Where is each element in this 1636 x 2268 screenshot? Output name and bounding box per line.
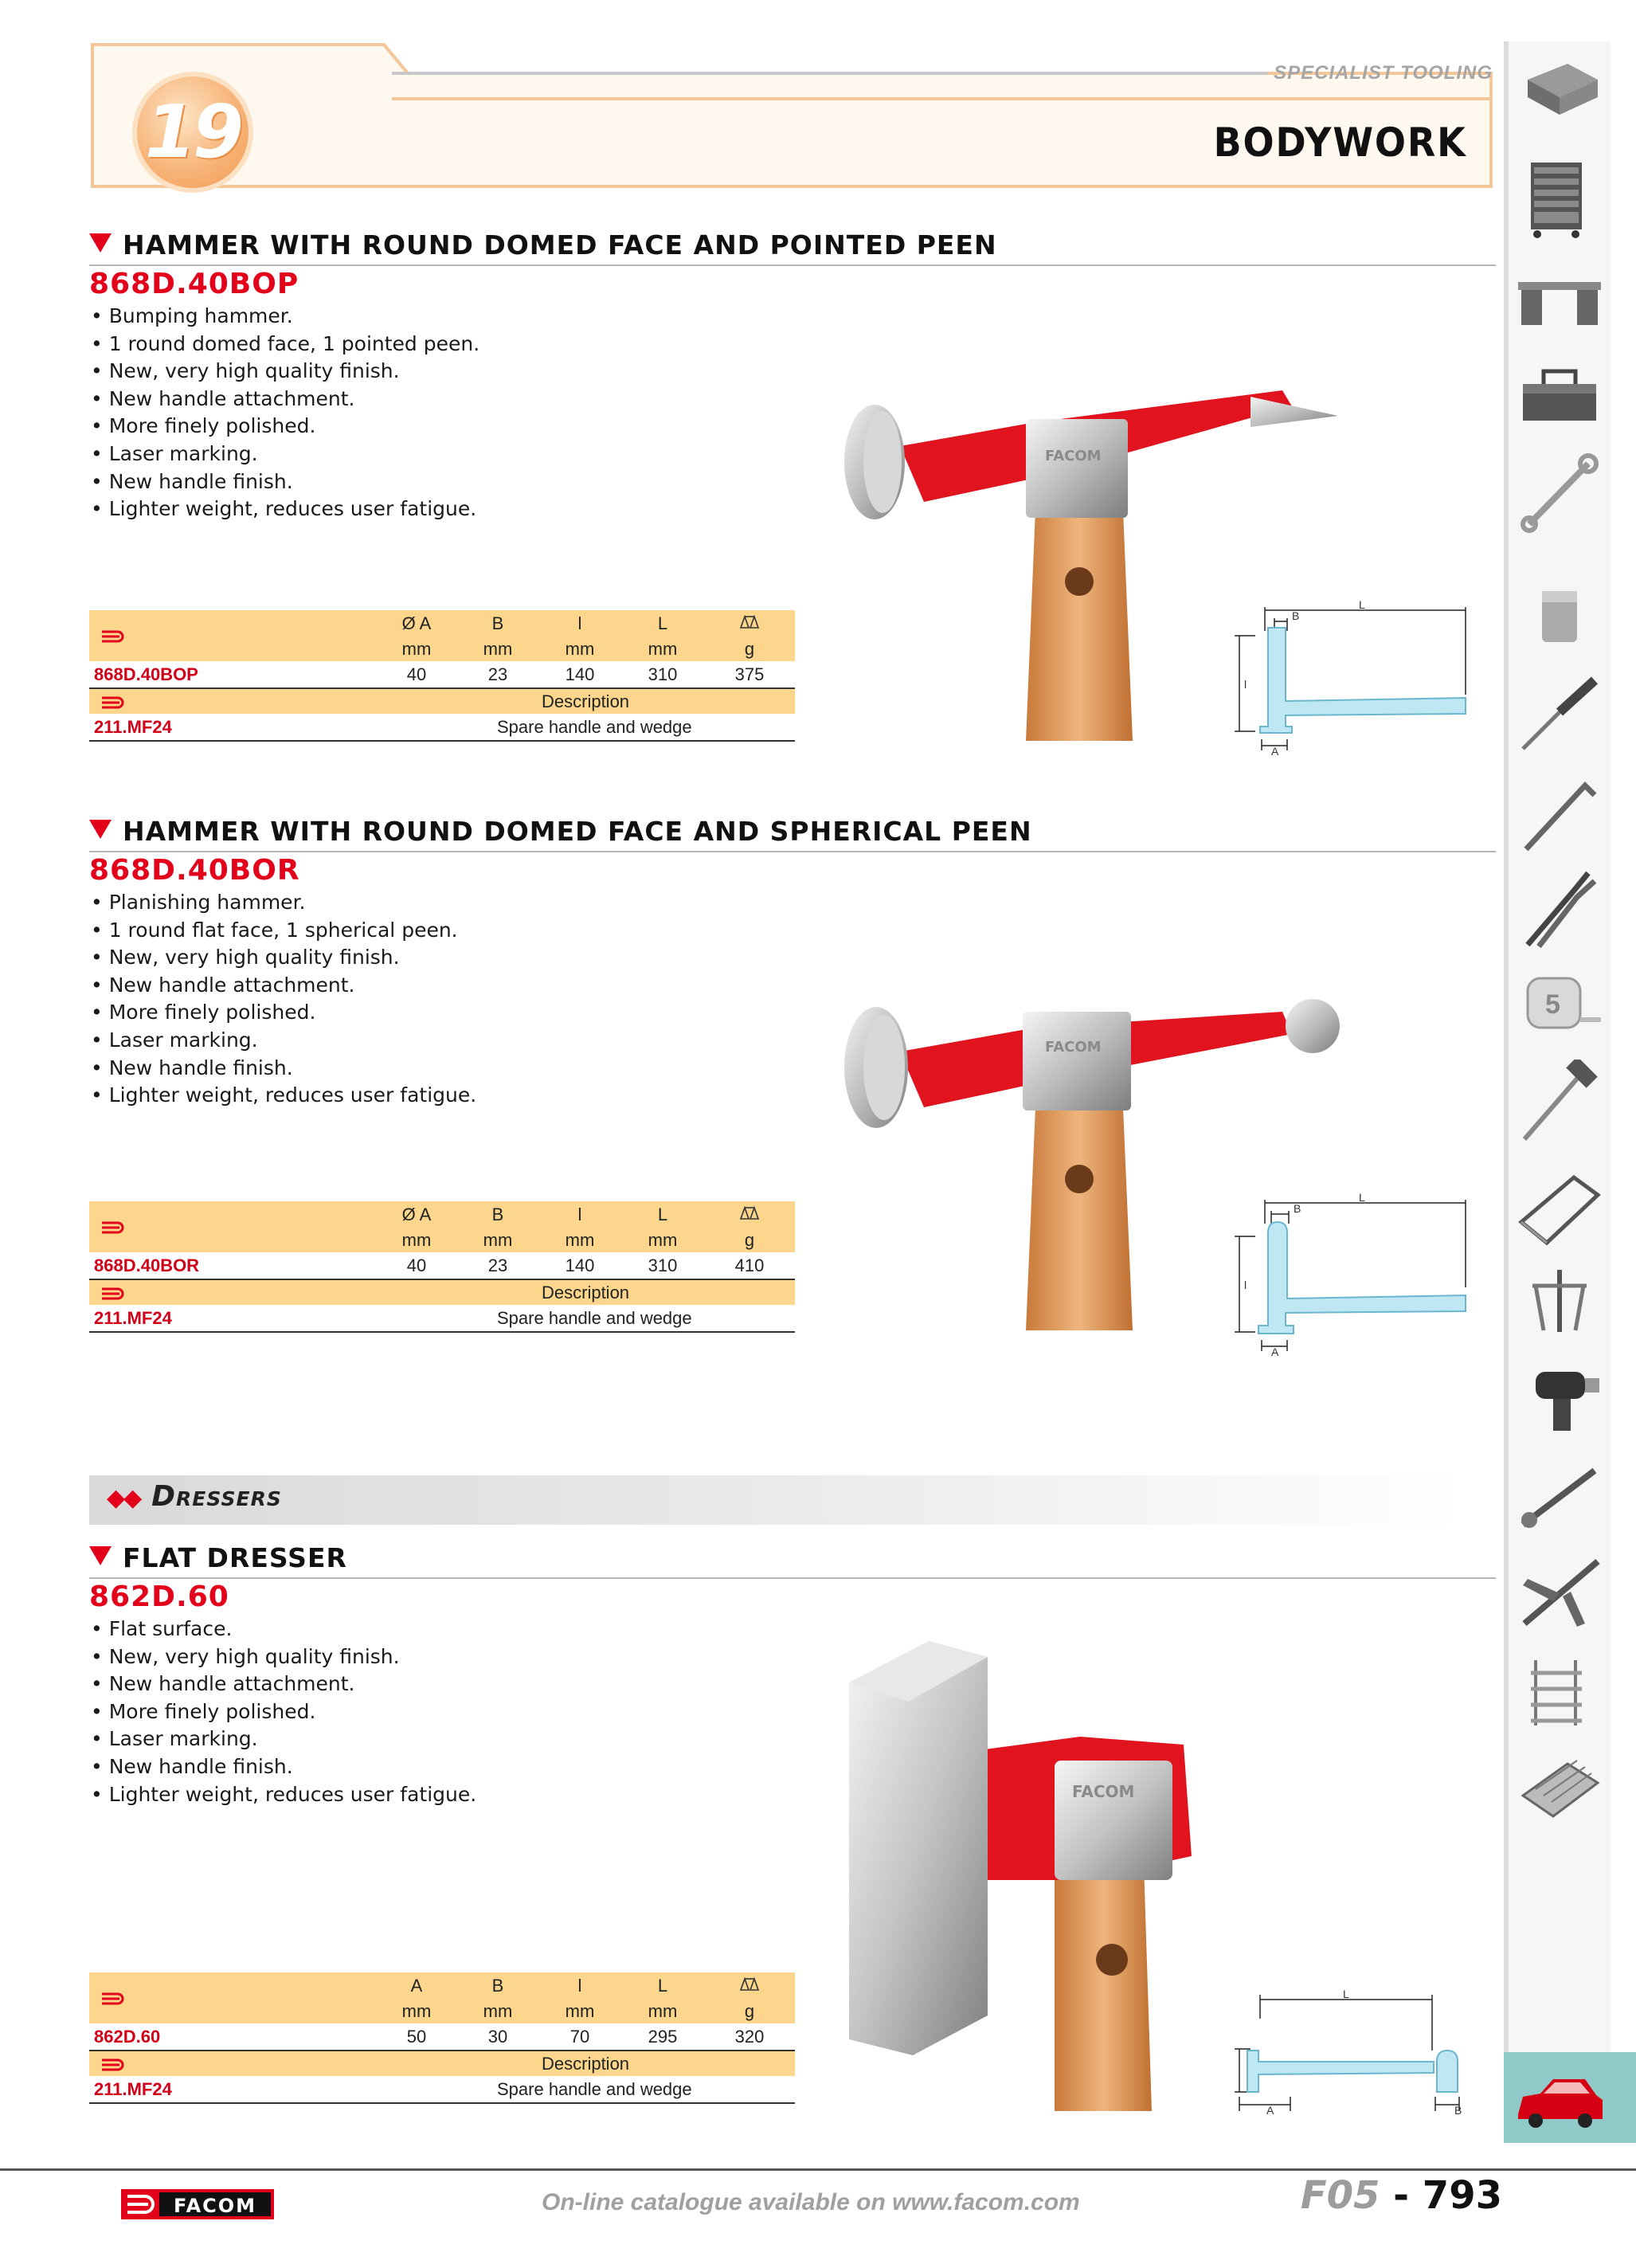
col-unit: mm	[457, 1228, 538, 1252]
chapter-number: 19	[144, 89, 241, 174]
spare-description: Spare handle and wedge	[376, 2076, 795, 2103]
socket-icon[interactable]	[1512, 575, 1607, 660]
triangle-bullet-icon	[89, 233, 112, 253]
feature-item: • Lighter weight, reduces user fatigue.	[91, 1082, 476, 1110]
table-cell: 70	[538, 2023, 621, 2051]
dim-label-L: L	[1359, 1192, 1365, 1204]
group-banner	[89, 1475, 1464, 1525]
col-unit: g	[704, 2000, 795, 2023]
spare-description: Spare handle and wedge	[376, 1305, 795, 1332]
dim-label-B: B	[1292, 609, 1300, 622]
table-row	[89, 1305, 795, 1332]
table-row	[89, 2076, 795, 2103]
section-3-rule	[89, 1577, 1496, 1579]
feature-item: • Planishing hammer.	[91, 889, 476, 917]
feature-item: • Laser marking.	[91, 441, 479, 468]
hex-key-icon[interactable]	[1512, 770, 1607, 854]
col-unit: mm	[538, 2000, 621, 2023]
col-unit: mm	[376, 1228, 457, 1252]
feature-item: • Lighter weight, reduces user fatigue.	[91, 1781, 476, 1809]
dimension-diagram-2	[1227, 1192, 1481, 1356]
page-num: 793	[1422, 2173, 1502, 2218]
col-header: Ø A	[376, 1201, 457, 1228]
aircraft-icon[interactable]	[1512, 1550, 1607, 1635]
section-1-rule	[89, 264, 1496, 266]
feature-item: • Laser marking.	[91, 1027, 476, 1055]
col-unit: mm	[621, 1228, 704, 1252]
dim-label-L: L	[1343, 1988, 1349, 2000]
dim-label-B: B	[1454, 2104, 1462, 2114]
hammer-1-brand-mark: FACOM	[1045, 448, 1102, 464]
spare-code: 211.MF24	[89, 714, 376, 741]
feature-item: • New handle finish.	[91, 1055, 476, 1083]
col-unit: mm	[538, 637, 621, 661]
table-cell: 23	[457, 661, 538, 688]
electronics-icon[interactable]	[1512, 1745, 1607, 1829]
feature-item: • More finely polished.	[91, 413, 479, 441]
dim-label-L: L	[1359, 599, 1365, 611]
col-header: Ø A	[376, 610, 457, 637]
feature-item: • Laser marking.	[91, 1725, 476, 1753]
triangle-bullet-icon	[89, 820, 112, 839]
col-unit: mm	[621, 2000, 704, 2023]
feature-item: • More finely polished.	[91, 1698, 476, 1726]
product-image-flat-dresser	[841, 1641, 1200, 2111]
table-cell: 320	[704, 2023, 795, 2051]
roller-cabinet-icon[interactable]	[1512, 156, 1607, 241]
facom-ref-icon	[100, 1992, 129, 2005]
feature-item: • New handle finish.	[91, 468, 479, 496]
dim-label-A: A	[1266, 2104, 1274, 2114]
col-header: l	[538, 1972, 621, 2000]
feature-item: • 1 round domed face, 1 pointed peen.	[91, 331, 479, 358]
dim-label-l: l	[1244, 678, 1247, 691]
impact-wrench-icon[interactable]	[1512, 1354, 1607, 1439]
spanner-icon[interactable]	[1512, 451, 1607, 535]
section-1-reference: 868D.40BOP	[89, 268, 299, 300]
col-unit: g	[704, 1228, 795, 1252]
section-3-title-text: FLAT DRESSER	[123, 1542, 347, 1573]
table-cell: 410	[704, 1252, 795, 1279]
tape-measure-icon[interactable]	[1512, 961, 1607, 1045]
product-code: 868D.40BOP	[89, 661, 376, 688]
triangle-bullet-icon	[89, 1546, 112, 1565]
col-unit: mm	[538, 1228, 621, 1252]
product-code: 868D.40BOR	[89, 1252, 376, 1279]
dim-label-A: A	[1271, 745, 1279, 755]
table-cell: 140	[538, 661, 621, 688]
hammer-icon[interactable]	[1512, 1060, 1607, 1144]
dim-label-A: A	[1271, 1346, 1279, 1356]
section-2-features	[91, 889, 476, 1110]
table-cell: 310	[621, 661, 704, 688]
edition-code: F05	[1300, 2173, 1380, 2218]
table-cell: 30	[457, 2023, 538, 2051]
description-header: Description	[376, 2051, 795, 2076]
spec-table-1	[89, 610, 795, 742]
page-separator: -	[1380, 2173, 1423, 2218]
description-header: Description	[376, 1279, 795, 1305]
weight-icon	[739, 1976, 760, 1992]
table-cell: 40	[376, 1252, 457, 1279]
dim-label-B: B	[1294, 1202, 1301, 1215]
dimension-diagram-1	[1227, 599, 1481, 755]
col-header: l	[538, 610, 621, 637]
page-number	[1301, 2173, 1502, 2218]
col-header: A	[376, 1972, 457, 2000]
feature-item: • Bumping hammer.	[91, 303, 479, 331]
description-header: Description	[376, 688, 795, 714]
facom-ref-icon	[100, 696, 129, 709]
section-3-title	[89, 1542, 347, 1573]
col-header: L	[621, 1972, 704, 2000]
col-unit: mm	[376, 637, 457, 661]
feature-item: • Lighter weight, reduces user fatigue.	[91, 496, 479, 523]
pliers-icon[interactable]	[1512, 865, 1607, 950]
spec-table-2	[89, 1201, 795, 1333]
feature-item: • New handle attachment.	[91, 1671, 476, 1698]
hammer-2-brand-mark: FACOM	[1045, 1039, 1102, 1056]
col-header: B	[457, 1201, 538, 1228]
section-3-features	[91, 1616, 476, 1808]
facom-ref-icon	[100, 1287, 129, 1300]
hacksaw-icon[interactable]	[1512, 1163, 1607, 1248]
facom-logo	[121, 2189, 274, 2219]
col-header: L	[621, 610, 704, 637]
col-header: B	[457, 1972, 538, 2000]
footer-note: On-line catalogue available on www.facom.com	[542, 2189, 1080, 2215]
col-header: l	[538, 1201, 621, 1228]
section-1-title-text: HAMMER WITH ROUND DOMED FACE AND POINTED PEEN	[123, 229, 997, 260]
col-unit: mm	[457, 2000, 538, 2023]
table-row	[89, 2023, 795, 2051]
feature-item: • New handle attachment.	[91, 972, 476, 1000]
category-label: SPECIALIST TOOLING	[1274, 62, 1493, 84]
toolbox-icon[interactable]	[1512, 352, 1607, 437]
feature-item: • More finely polished.	[91, 999, 476, 1027]
feature-item: • New handle attachment.	[91, 386, 479, 413]
feature-item: • New, very high quality finish.	[91, 944, 476, 972]
car-bodywork-icon[interactable]	[1512, 2055, 1607, 2140]
screwdriver-icon[interactable]	[1512, 674, 1607, 758]
table-row	[89, 661, 795, 688]
facom-ref-icon	[100, 1221, 129, 1234]
col-header: L	[621, 1201, 704, 1228]
col-unit: g	[704, 637, 795, 661]
facom-ref-icon	[100, 2058, 129, 2071]
dimension-diagram-3	[1227, 1987, 1497, 2114]
svg-text:5: 5	[1545, 989, 1560, 1020]
feature-item: • Flat surface.	[91, 1616, 476, 1643]
spare-code: 211.MF24	[89, 2076, 376, 2103]
col-header: B	[457, 610, 538, 637]
rack-icon[interactable]	[1512, 1649, 1607, 1733]
section-3-reference: 862D.60	[89, 1581, 229, 1613]
feature-item: • 1 round flat face, 1 spherical peen.	[91, 917, 476, 945]
feature-item: • New, very high quality finish.	[91, 1643, 476, 1671]
section-1-features	[91, 303, 479, 523]
feature-item: • New handle finish.	[91, 1753, 476, 1781]
section-1-title	[89, 229, 997, 260]
table-cell: 375	[704, 661, 795, 688]
weight-icon	[739, 613, 760, 629]
spare-code: 211.MF24	[89, 1305, 376, 1332]
col-unit: mm	[621, 637, 704, 661]
dresser-brand-mark: FACOM	[1072, 1782, 1135, 1801]
table-cell: 23	[457, 1252, 538, 1279]
table-cell: 40	[376, 661, 457, 688]
spec-table-3	[89, 1972, 795, 2104]
section-2-reference: 868D.40BOR	[89, 854, 300, 887]
puller-icon[interactable]	[1512, 1259, 1607, 1343]
torque-wrench-icon[interactable]	[1512, 1455, 1607, 1539]
section-2-rule	[89, 851, 1496, 852]
spare-description: Spare handle and wedge	[376, 714, 795, 741]
page-title: BODYWORK	[1214, 119, 1467, 166]
table-cell: 310	[621, 1252, 704, 1279]
footer-brand: FACOM	[173, 2195, 257, 2217]
product-code: 862D.60	[89, 2023, 376, 2051]
section-2-title	[89, 816, 1032, 847]
col-unit: mm	[376, 2000, 457, 2023]
table-row	[89, 714, 795, 741]
table-cell: 295	[621, 2023, 704, 2051]
trolley-icon[interactable]	[1512, 48, 1607, 132]
diamond-bullet-icon: ◆◆	[107, 1484, 141, 1512]
table-cell: 50	[376, 2023, 457, 2051]
footer-rule	[0, 2168, 1636, 2171]
dim-label-l: l	[1244, 1279, 1247, 1291]
facom-ref-icon	[100, 630, 129, 643]
workbench-icon[interactable]	[1512, 255, 1607, 339]
group-banner-label: Dressers	[151, 1480, 282, 1513]
weight-icon	[739, 1205, 760, 1220]
group-banner-title	[107, 1480, 282, 1513]
table-row	[89, 1252, 795, 1279]
col-unit: mm	[457, 637, 538, 661]
section-2-title-text: HAMMER WITH ROUND DOMED FACE AND SPHERICAL PEEN	[123, 816, 1032, 847]
feature-item: • New, very high quality finish.	[91, 358, 479, 386]
table-cell: 140	[538, 1252, 621, 1279]
